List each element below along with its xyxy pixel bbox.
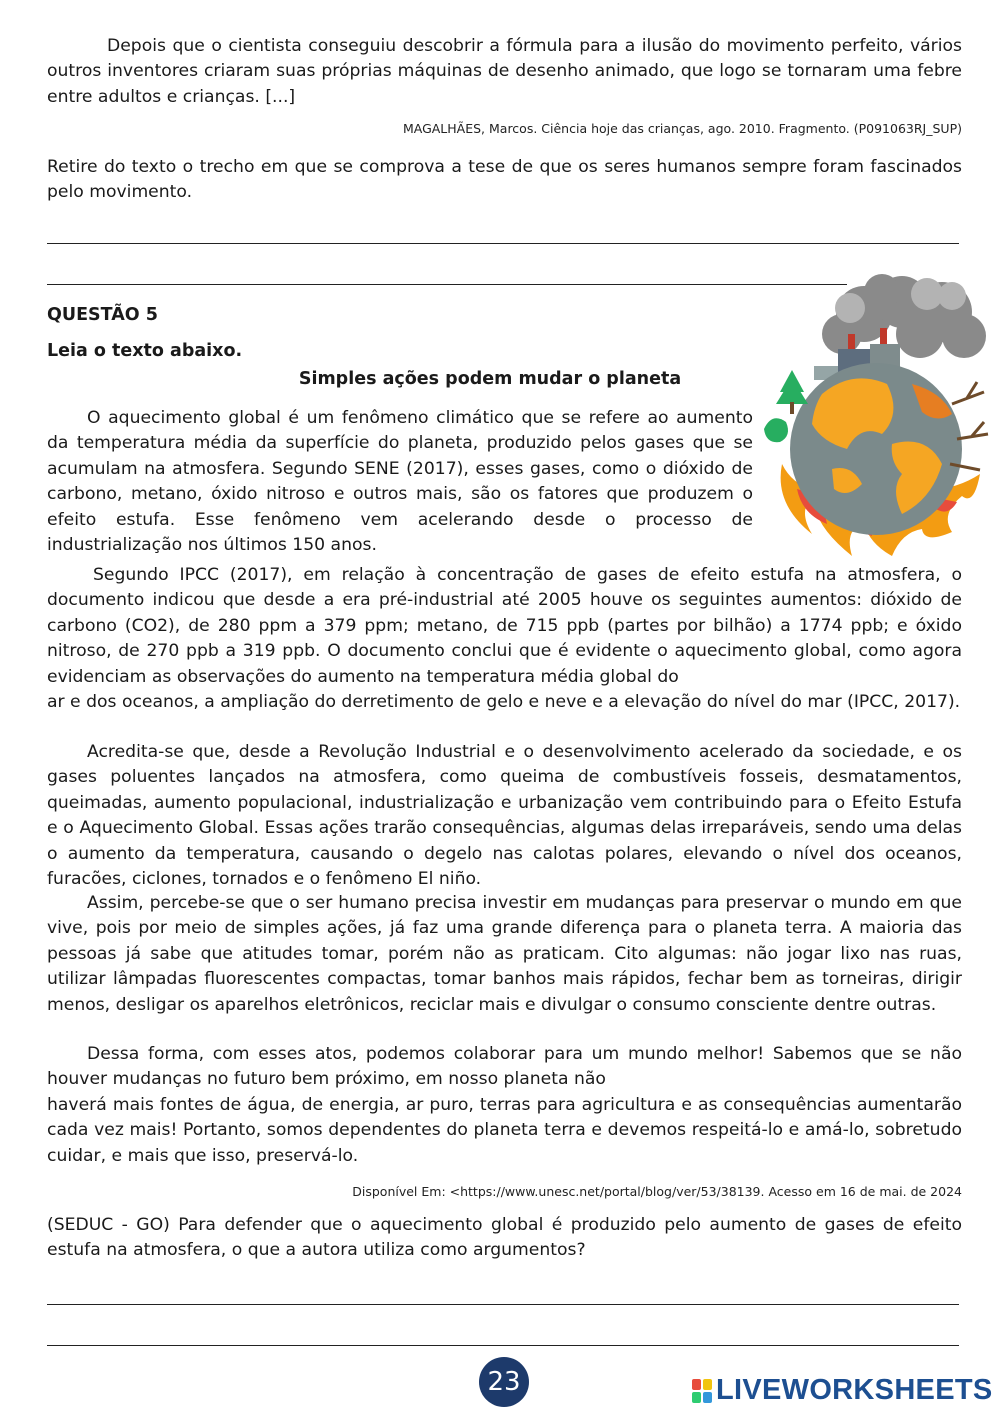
instruction: Leia o texto abaixo. — [47, 341, 243, 361]
logo-icon — [692, 1379, 712, 1403]
intro-paragraph: Depois que o cientista conseguiu descobrir a fórmula para a ilusão do movimento perfeito, vários outros inventores criaram suas próprias máquinas de desenho animado, que logo se tornaram uma febre entre adultos e crianças. [...] — [47, 36, 962, 107]
paragraph-5: Dessa forma, com esses atos, podemos colaborar para um mundo melhor! Sabemos que se não houver mudanças no futuro bem próximo, em nosso planeta não — [47, 1044, 962, 1090]
paragraph-1: O aquecimento global é um fenômeno climático que se refere ao aumento da temperatura média da superfície do planeta, produzido pelos gases que se acumulam na atmosfera. Segundo SENE (2017), esses gases, como o dióxido de carbono, metano, óxido nitroso e outros mais, são os fatores que produzem o efeito estufa. Esse fenômeno vem acelerando desde o processo de industrialização nos últimos 150 anos. — [47, 408, 753, 556]
paragraph-5-continued: haverá mais fontes de água, de energia, ar puro, terras para agricultura e as consequências aumentarão cada vez mais! Portanto, somos dependentes do planeta terra e devemos respeitá-lo e amá-lo, sobretudo cuidar, e mais que isso, preservá-lo. — [47, 1095, 962, 1166]
question-5-prompt: (SEDUC - GO) Para defender que o aquecimento global é produzido pelo aumento de gases de efeito estufa na atmosfera, o que a autora utiliza como argumentos? — [47, 1215, 962, 1261]
source-citation: Disponível Em: <https://www.unesc.net/portal/blog/ver/53/38139. Acesso em 16 de mai. de 2024 — [352, 1184, 962, 1199]
paragraph-2-continued: ar e dos oceanos, a ampliação do derretimento de gelo e neve e a elevação do nível do mar (IPCC, 2017). — [47, 692, 961, 712]
intro-question: Retire do texto o trecho em que se comprova a tese de que os seres humanos sempre foram fascinados pelo movimento. — [47, 157, 962, 203]
liveworksheets-logo — [692, 1374, 993, 1407]
paragraph-4: Assim, percebe-se que o ser humano precisa investir em mudanças para preservar o mundo em que vive, pois por meio de simples ações, já faz uma grande diferença para o planeta terra. A maioria das pessoas já sabe que atitudes tomar, porém não as praticam. Cito algumas: não jogar lixo nas ruas, utilizar lâmpadas fluorescentes compactas, tomar banhos mais rápidos, fechar bem as torneiras, dirigir menos, desligar os aparelhos eletrônicos, reciclar mais e divulgar o consumo consciente dentre outras. — [47, 893, 962, 1015]
logo-text: LIVEWORKSHEETS — [716, 1374, 993, 1406]
burning-earth-illustration — [752, 274, 992, 564]
answer-line-3[interactable] — [47, 1304, 959, 1305]
paragraph-2: Segundo IPCC (2017), em relação à concentração de gases de efeito estufa na atmosfera, o documento indicou que desde a era pré-industrial até 2005 houve os seguintes aumentos: dióxido de carbono (CO2), de 280 ppm a 379 ppm; metano, de 715 ppb (partes por bilhão) a 1774 ppb; e óxido nitroso, de 270 ppb a 319 ppb. O documento conclui que é evidente o aquecimento global, como agora evidenciam as observações do aumento na temperatura média global do — [47, 565, 962, 687]
page-number: 23 — [479, 1357, 529, 1407]
answer-line-2[interactable] — [47, 284, 847, 285]
text-title: Simples ações podem mudar o planeta — [298, 369, 682, 389]
answer-line-1[interactable] — [47, 243, 959, 244]
answer-line-4[interactable] — [47, 1345, 959, 1346]
paragraph-3: Acredita-se que, desde a Revolução Industrial e o desenvolvimento acelerado da sociedade, e os gases poluentes lançados na atmosfera, como queima de combustíveis fosseis, desmatamentos, queimadas, aumento populacional, industrialização e urbanização vem contribuindo para o Efeito Estufa e o Aquecimento Global. Essas ações trarão consequências, algumas delas irreparáveis, sendo uma delas o aumento da temperatura, causando o degelo nas calotas polares, elevando o nível dos oceanos, furacões, ciclones, tornados e o fenômeno El niño. — [47, 742, 962, 890]
intro-citation: MAGALHÃES, Marcos. Ciência hoje das crianças, ago. 2010. Fragmento. (P091063RJ_SUP) — [402, 121, 962, 136]
question-heading: QUESTÃO 5 — [47, 305, 158, 325]
